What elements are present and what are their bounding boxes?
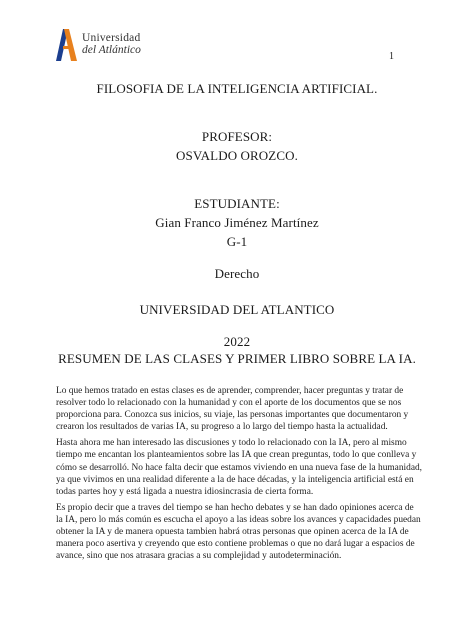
document-title: FILOSOFIA DE LA INTELIGENCIA ARTIFICIAL.	[96, 81, 378, 96]
professor-name: OSVALDO OROZCO.	[176, 148, 298, 163]
program-name: Derecho	[214, 266, 260, 281]
paragraph-1: Lo que hemos tratado en estas clases es de aprender, comprender, hacer preguntas y tratar de resolver todo lo relacionado con la humanidad y con el aporte de los documentos que se nos proporciona para. Conozca sus inicios, su viaje, las personas importantes que documentaron y crearon los resultados de varias IA, su progreso a lo largo del tiempo hasta la actualidad.	[56, 386, 409, 433]
professor-label: PROFESOR:	[201, 129, 273, 144]
document-subtitle: RESUMEN DE LAS CLASES Y PRIMER LIBRO SOBRE LA IA.	[58, 351, 416, 366]
logo-line-1: Universidad	[82, 32, 141, 44]
paragraph-3: Es propio decir que a traves del tiempo se han hecho debates y se han dado opiniones acerca de la IA, pero lo más común es escucha el apoyo a las ideas sobre los avances y capacidades puedan obtener la IA y de manera opuesta tambien habrá otras personas que opinen acerca de la IA de manera poco asertiva y creyendo que esto contiene problemas o que no dará lugar a espacios de avance, sino que nos atrasara gracias a su complejidad y autodeterminación.	[56, 502, 421, 562]
logo-line-2: del Atlántico	[82, 44, 141, 56]
university-name: UNIVERSIDAD DEL ATLANTICO	[139, 302, 335, 317]
logo-wordmark	[82, 32, 141, 56]
body-text	[56, 385, 422, 566]
university-logo-icon	[54, 27, 78, 61]
group-label: G-1	[226, 234, 248, 249]
university-logo	[54, 26, 141, 62]
document-year: 2022	[223, 334, 251, 349]
paragraph-2: Hasta ahora me han interesado las discusiones y todo lo relacionado con la IA, pero al mismo tiempo me encantan los planteamientos sobre las IA que crean preguntas, todo lo que conlleva y cómo se desarrolló. No hace falta decir que estamos viviendo en una nueva fase de la humanidad, ya que vivimos en una realidad diferente a la de hace décadas, y la inteligencia artificial está en todas partes hoy y está ligada a nuestra idiosincrasia de cierta forma.	[56, 438, 423, 497]
page-number: 1	[389, 51, 394, 62]
student-label: ESTUDIANTE:	[194, 196, 280, 211]
student-name: Gian Franco Jiménez Martínez	[155, 215, 319, 230]
